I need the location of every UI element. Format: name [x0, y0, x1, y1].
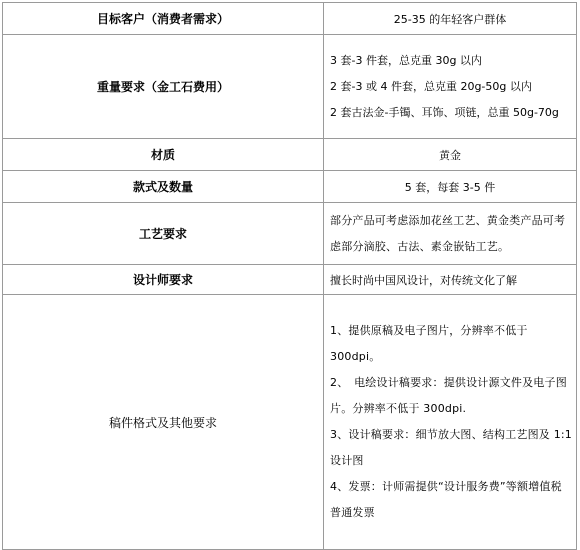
table-row	[3, 139, 577, 171]
weight-item: 2 套古法金-手镯、耳饰、项链，总重 50g-70g	[330, 105, 559, 119]
weight-item: 2 套-3 或 4 件套，总克重 20g-50g 以内	[330, 79, 532, 93]
format-item: 3、设计稿要求：细节放大图、结构工艺图及 1:1 设计图	[330, 428, 572, 467]
row-value-target-customer: 25-35 的年轻客户群体	[324, 3, 577, 35]
table-row	[3, 265, 577, 295]
requirements-table	[2, 2, 577, 550]
table-row	[3, 171, 577, 203]
table-row	[3, 203, 577, 265]
format-item: 2、 电绘设计稿要求：提供设计源文件及电子图片。分辨率不低于 300dpi.	[330, 376, 567, 415]
table-row	[3, 35, 577, 139]
row-label-craft: 工艺要求	[3, 203, 324, 265]
row-value-craft	[324, 203, 577, 265]
row-label-format: 稿件格式及其他要求	[3, 295, 324, 550]
row-value-format	[324, 295, 577, 550]
format-item: 1、提供原稿及电子图片，分辨率不低于 300dpi。	[330, 324, 528, 363]
table-row	[3, 3, 577, 35]
row-label-style-quantity: 款式及数量	[3, 171, 324, 203]
row-label-target-customer: 目标客户（消费者需求）	[3, 3, 324, 35]
format-item: 4、发票：计师需提供“设计服务费”等额增值税普通发票	[330, 480, 562, 519]
craft-text: 部分产品可考虑添加花丝工艺、黄金类产品可考虑部分滴胶、古法、素金嵌钻工艺。	[330, 213, 566, 253]
row-value-weight	[324, 35, 577, 139]
table-row	[3, 295, 577, 550]
row-value-style-quantity: 5 套，每套 3-5 件	[324, 171, 577, 203]
row-label-designer: 设计师要求	[3, 265, 324, 295]
row-label-weight: 重量要求（金工石费用）	[3, 35, 324, 139]
row-value-designer: 擅长时尚中国风设计，对传统文化了解	[324, 265, 577, 295]
row-label-material: 材质	[3, 139, 324, 171]
row-value-material: 黄金	[324, 139, 577, 171]
weight-item: 3 套-3 件套，总克重 30g 以内	[330, 53, 482, 67]
